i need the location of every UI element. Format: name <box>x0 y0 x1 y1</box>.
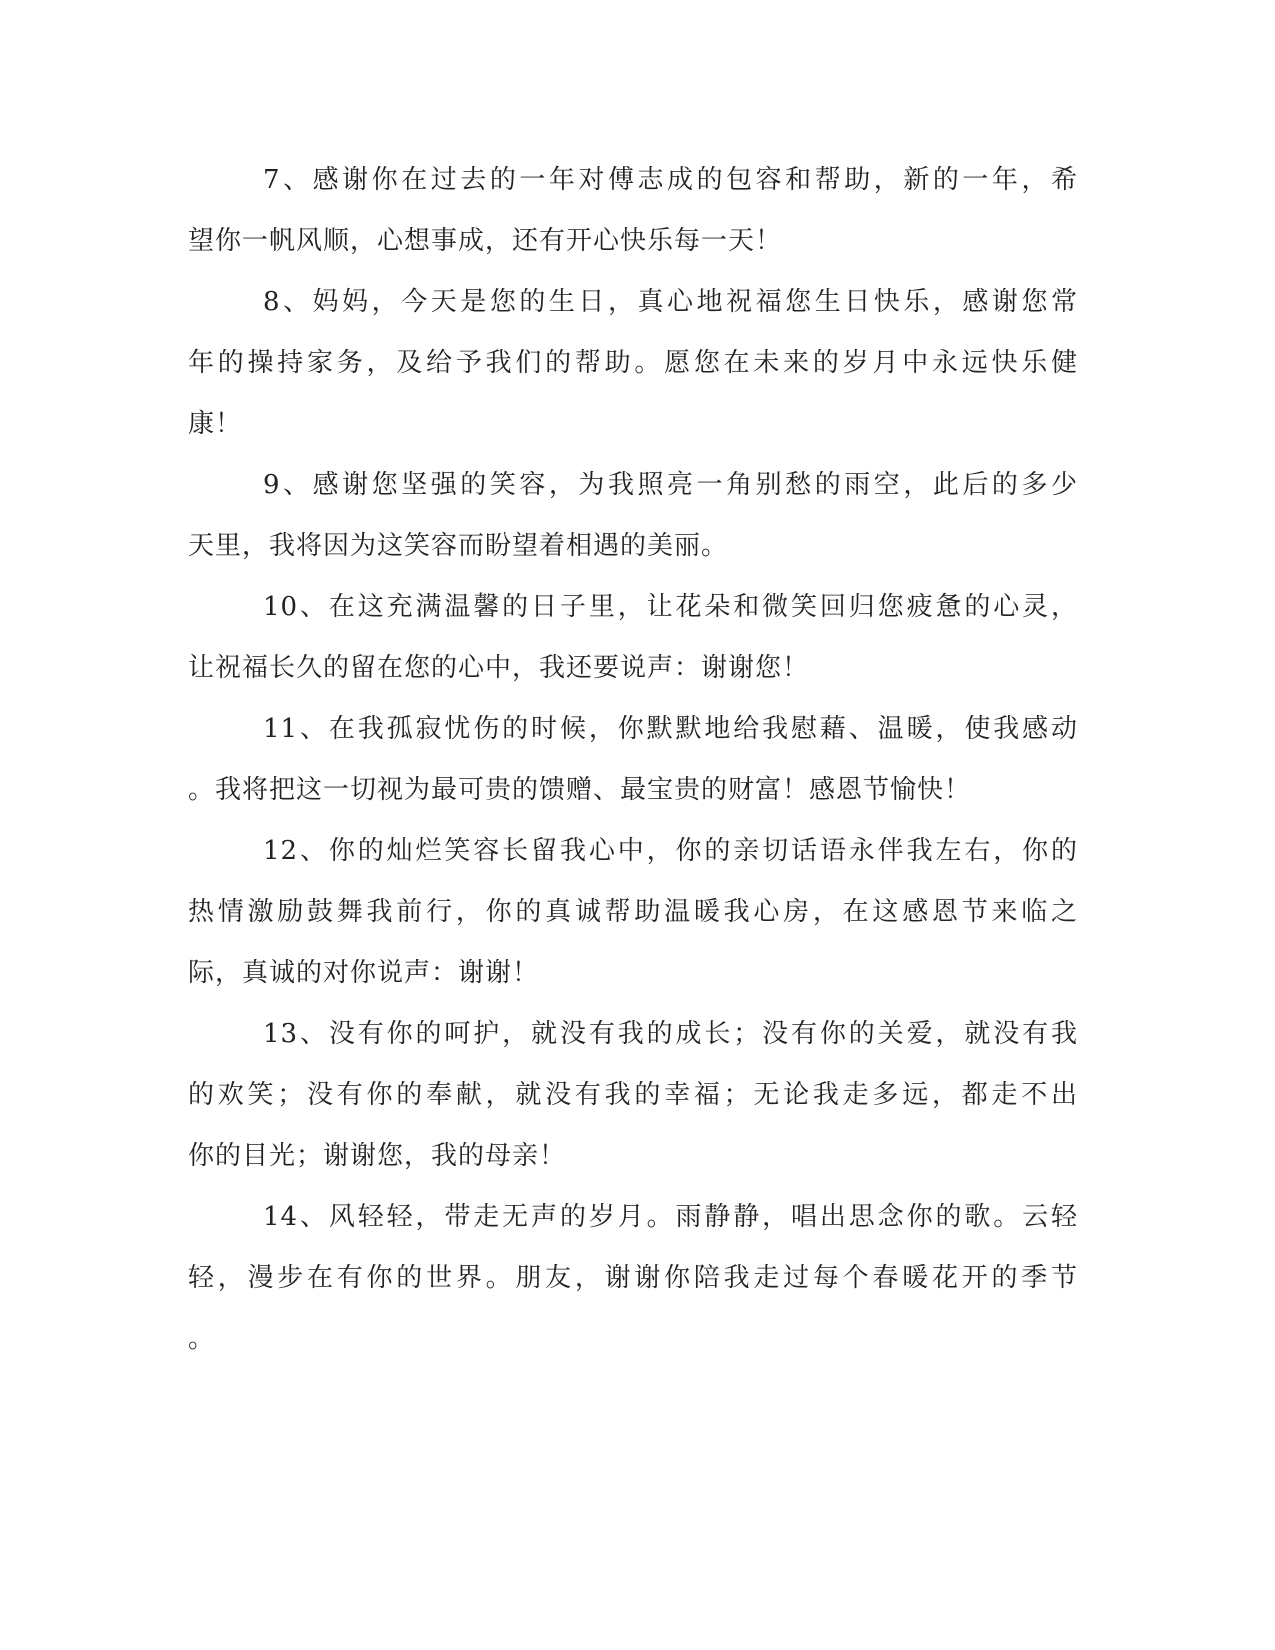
paragraph-line: 年的操持家务，及给予我们的帮助。愿您在未来的岁月中永远快乐健 <box>188 348 1078 378</box>
paragraph-line: 望你一帆风顺，心想事成，还有开心快乐每一天！ <box>188 226 783 256</box>
paragraph-line: 9、感谢您坚强的笑容，为我照亮一角别愁的雨空，此后的多少 <box>263 470 1078 500</box>
paragraph-line: 13、没有你的呵护，就没有我的成长；没有你的关爱，就没有我 <box>263 1019 1078 1049</box>
paragraph-8 <box>188 282 1078 444</box>
paragraph-line: 11、在我孤寂忧伤的时候，你默默地给我慰藉、温暖，使我感动 <box>263 714 1078 744</box>
paragraph-line: 的欢笑；没有你的奉献，就没有我的幸福；无论我走多远，都走不出 <box>188 1080 1078 1110</box>
paragraph-line: 热情激励鼓舞我前行，你的真诚帮助温暖我心房，在这感恩节来临之 <box>188 897 1078 927</box>
paragraph-9 <box>188 465 1078 566</box>
paragraph-line: 。我将把这一切视为最可贵的馈赠、最宝贵的财富！感恩节愉快！ <box>188 775 972 805</box>
paragraph-line: 轻，漫步在有你的世界。朋友，谢谢你陪我走过每个春暖花开的季节 <box>188 1263 1078 1293</box>
paragraph-line: 天里，我将因为这笑容而盼望着相遇的美丽。 <box>188 531 729 561</box>
paragraph-line: 你的目光；谢谢您，我的母亲！ <box>188 1141 567 1171</box>
paragraph-line: 7、感谢你在过去的一年对傅志成的包容和帮助，新的一年，希 <box>263 165 1078 195</box>
paragraph-14 <box>188 1197 1078 1359</box>
paragraph-line: 8、妈妈，今天是您的生日，真心地祝福您生日快乐，感谢您常 <box>263 287 1078 317</box>
paragraph-line: 10、在这充满温馨的日子里，让花朵和微笑回归您疲惫的心灵， <box>263 592 1078 622</box>
paragraph-10 <box>188 587 1078 688</box>
paragraph-line: 12、你的灿烂笑容长留我心中，你的亲切话语永伴我左右，你的 <box>263 836 1078 866</box>
paragraph-line: 。 <box>188 1324 216 1354</box>
paragraph-13 <box>188 1014 1078 1176</box>
paragraph-line: 14、风轻轻，带走无声的岁月。雨静静，唱出思念你的歌。云轻 <box>263 1202 1078 1232</box>
paragraph-line: 让祝福长久的留在您的心中，我还要说声：谢谢您！ <box>188 653 810 683</box>
paragraph-11 <box>188 709 1078 810</box>
document-body <box>188 160 1078 1380</box>
paragraph-line: 际，真诚的对你说声：谢谢！ <box>188 958 540 988</box>
paragraph-7 <box>188 160 1078 261</box>
paragraph-line: 康！ <box>188 409 243 439</box>
paragraph-12 <box>188 831 1078 993</box>
